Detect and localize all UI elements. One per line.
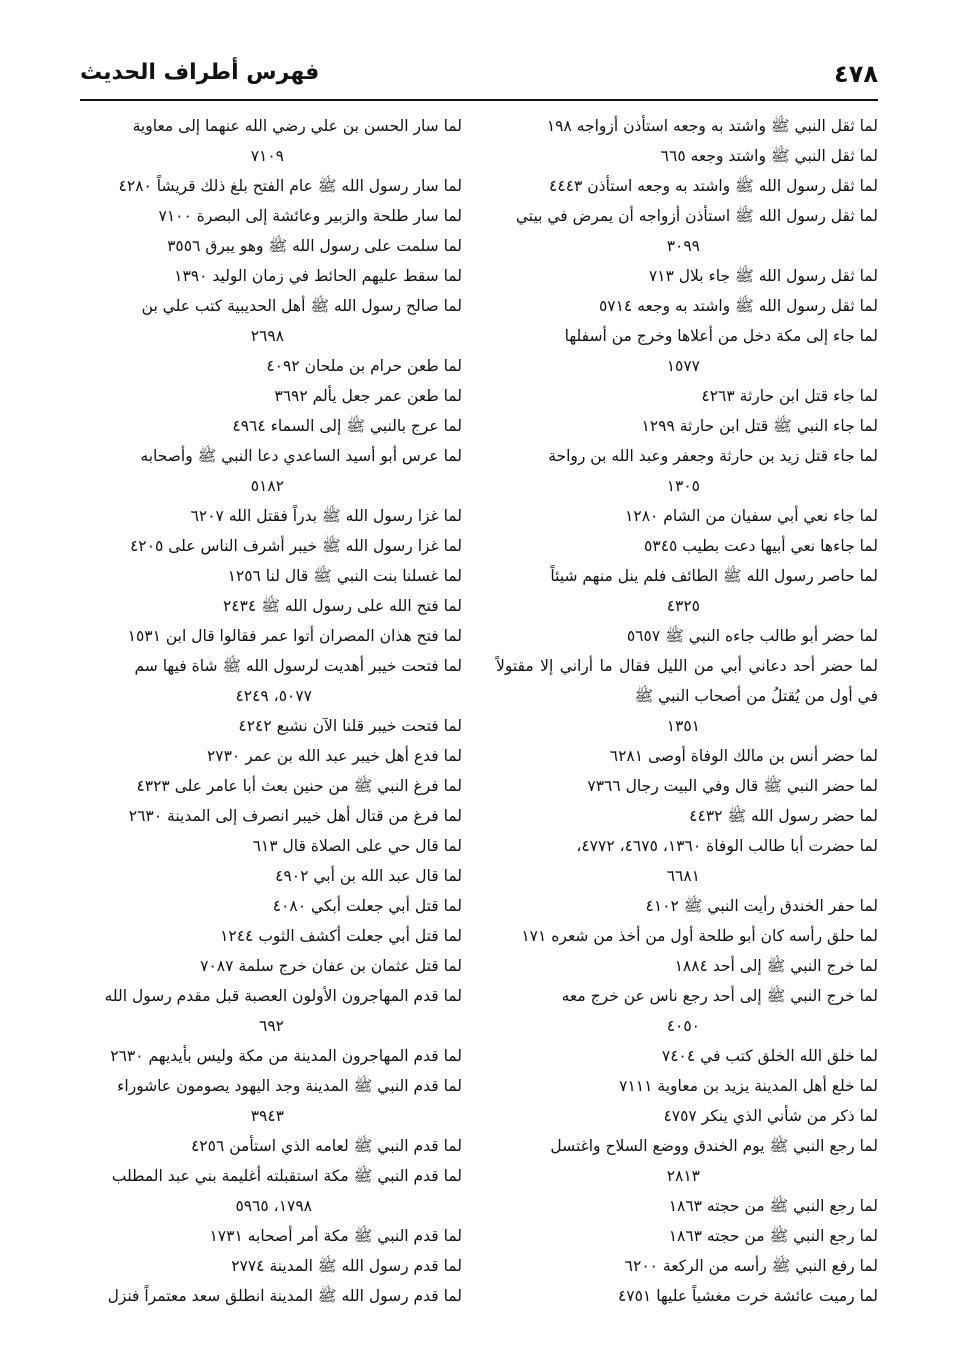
index-entry xyxy=(496,1071,878,1101)
entry-reference: ٣٩٤٣ xyxy=(250,1107,284,1125)
entry-text: لما جاء قتل ابن حارثة ٤٢٦٣ xyxy=(701,387,878,405)
entry-text: لما قدم المهاجرون الأولون العصبة قبل مقدم رسول الله xyxy=(104,987,462,1005)
entry-text: لما صالح رسول الله ﷺ أهل الحديبية كتب علي بن xyxy=(141,297,462,315)
index-entry xyxy=(496,171,878,201)
index-entry xyxy=(80,1221,462,1251)
entry-text: لما حضر أحد دعاني أبي من الليل فقال ما أراني إلا مقتولاً في أول من يُقتلُ من أصحاب النبي ﷺ xyxy=(496,657,878,705)
index-entry xyxy=(496,201,878,261)
entry-reference: ٥١٨٢ xyxy=(250,477,284,495)
index-column-right xyxy=(496,111,878,1311)
entry-text: لما غزا رسول الله ﷺ خيبر أشرف الناس على ٤٢٠٥ xyxy=(129,537,462,555)
entry-text: لما قدم المهاجرون المدينة من مكة وليس بأيديهم ٢٦٣٠ xyxy=(110,1047,462,1065)
entry-text: لما فتحت خيبر أهديت لرسول الله ﷺ شاة فيها سم xyxy=(134,657,462,675)
entry-text: لما عرج بالنبي ﷺ إلى السماء ٤٩٦٤ xyxy=(232,417,462,435)
index-entry xyxy=(496,141,878,171)
entry-text: لما سقط عليهم الحائط في زمان الوليد ١٣٩٠ xyxy=(174,267,462,285)
entry-text: لما قدم النبي ﷺ لعامه الذي استأمن ٤٢٥٦ xyxy=(190,1137,462,1155)
index-entry xyxy=(80,381,462,411)
entry-text: لما خلق الله الخلق كتب في ٧٤٠٤ xyxy=(661,1047,878,1065)
index-entry xyxy=(80,921,462,951)
entry-text: لما رجع النبي ﷺ من حجته ١٨٦٣ xyxy=(668,1197,878,1215)
entry-reference: ٤٣٢٥ xyxy=(666,597,700,615)
entry-text: لما حضر أبو طالب جاءه النبي ﷺ ٥٦٥٧ xyxy=(626,627,878,645)
index-entry xyxy=(496,741,878,771)
entry-reference: ٦٦٨١ xyxy=(666,867,700,885)
index-entry xyxy=(80,201,462,231)
entry-reference: ١٣٥١ xyxy=(666,717,700,735)
index-entry xyxy=(80,171,462,201)
entry-text: لما سار الحسن بن علي رضي الله عنهما إلى معاوية xyxy=(132,117,462,135)
entry-reference: ١٥٧٧ xyxy=(666,357,700,375)
index-entry xyxy=(496,321,878,381)
index-entry xyxy=(496,771,878,801)
index-entry xyxy=(496,651,878,741)
entry-reference: ٣٠٩٩ xyxy=(666,237,700,255)
entry-text: لما غسلنا بنت النبي ﷺ قال لنا ١٢٥٦ xyxy=(227,567,462,585)
index-entry xyxy=(80,771,462,801)
entry-reference: ٢٦٩٨ xyxy=(250,327,284,345)
entry-text: لما جاء قتل زيد بن حارثة وجعفر وعبد الله بن رواحة xyxy=(548,447,878,465)
index-entry xyxy=(80,861,462,891)
index-entry xyxy=(496,291,878,321)
index-entry xyxy=(496,501,878,531)
entry-text: لما سلمت على رسول الله ﷺ وهو يبرق ٣٥٥٦ xyxy=(167,237,462,255)
index-entry xyxy=(496,411,878,441)
index-entry xyxy=(496,621,878,651)
index-entry xyxy=(80,651,462,711)
entry-text: لما خرج النبي ﷺ إلى أحد ١٨٨٤ xyxy=(674,957,878,975)
index-entry xyxy=(80,411,462,441)
entry-text: لما رفع النبي ﷺ رأسه من الركعة ٦٢٠٠ xyxy=(624,1257,878,1275)
index-entry xyxy=(80,531,462,561)
page-number: ٤٧٨ xyxy=(834,60,878,88)
entry-reference: ١٧٩٨، ٥٩٦٥ xyxy=(235,1197,312,1215)
index-entry xyxy=(80,501,462,531)
index-entry xyxy=(80,231,462,261)
entry-text: لما خرج النبي ﷺ إلى أحد رجع ناس عن خرج معه xyxy=(561,987,878,1005)
entry-text: لما قدم رسول الله ﷺ المدينة انطلق سعد معتمراً فنزل xyxy=(107,1287,462,1305)
index-entry xyxy=(496,561,878,621)
entry-text: لما ثقل رسول الله ﷺ استأذن أزواجه أن يمرض في بيتي xyxy=(515,207,878,225)
entry-text: لما جاءها نعي أبيها دعت بطيب ٥٣٤٥ xyxy=(644,537,878,555)
entry-text: لما حضر أنس بن مالك الوفاة أوصى ٦٢٨١ xyxy=(609,747,878,765)
index-entry xyxy=(496,441,878,501)
entry-text: لما قدم النبي ﷺ المدينة وجد اليهود يصومون عاشوراء xyxy=(117,1077,462,1095)
entry-text: لما فتح هذان المصران أتوا عمر فقالوا قال ابن ١٥٣١ xyxy=(127,627,462,645)
index-entry xyxy=(496,921,878,951)
entry-text: لما خلع أهل المدينة يزيد بن معاوية ٧١١١ xyxy=(619,1077,878,1095)
entry-reference: ٤٠٥٠ xyxy=(666,1017,700,1035)
entry-text: لما طعن عمر جعل يألم ٣٦٩٢ xyxy=(274,387,462,405)
index-entry xyxy=(496,981,878,1041)
index-entry xyxy=(80,351,462,381)
entry-text: لما قدم النبي ﷺ مكة استقبلته أغليمة بني عبد المطلب xyxy=(111,1167,462,1185)
page-header xyxy=(80,54,878,94)
index-entry xyxy=(496,1221,878,1251)
index-entry xyxy=(80,261,462,291)
index-entry xyxy=(496,1041,878,1071)
index-entry xyxy=(80,741,462,771)
index-entry xyxy=(496,1251,878,1281)
index-entry xyxy=(496,1131,878,1191)
index-entry xyxy=(80,111,462,171)
entry-text: لما ثقل النبي ﷺ واشتد به وجعه استأذن أزواجه ١٩٨ xyxy=(546,117,878,135)
entry-text: لما قتل أبي جعلت أكشف الثوب ١٢٤٤ xyxy=(220,927,462,945)
entry-text: لما ذكر من شأني الذي ينكر ٤٧٥٧ xyxy=(663,1107,878,1125)
entry-text: لما حضر النبي ﷺ قال وفي البيت رجال ٧٣٦٦ xyxy=(587,777,878,795)
index-entry xyxy=(80,621,462,651)
entry-text: لما فتح الله على رسول الله ﷺ ٢٤٣٤ xyxy=(222,597,462,615)
index-entry xyxy=(80,1161,462,1221)
entry-reference: ٢٨١٣ xyxy=(666,1167,700,1185)
index-entry xyxy=(80,1041,462,1071)
index-entry xyxy=(496,831,878,891)
entry-text: لما جاء إلى مكة دخل من أعلاها وخرج من أسفلها xyxy=(564,327,878,345)
entry-text: لما قال عبد الله بن أبي ٤٩٠٢ xyxy=(275,867,462,885)
index-entry xyxy=(80,1251,462,1281)
entry-text: لما جاء النبي ﷺ قتل ابن حارثة ١٢٩٩ xyxy=(641,417,878,435)
entry-text: لما حفر الخندق رأيت النبي ﷺ ٤١٠٢ xyxy=(645,897,878,915)
index-entry xyxy=(496,891,878,921)
entry-text: لما جاء نعي أبي سفيان من الشام ١٢٨٠ xyxy=(625,507,878,525)
entry-text: لما حاصر رسول الله ﷺ الطائف فلم ينل منهم شيئاً xyxy=(550,567,878,585)
entry-text: لما حضر رسول الله ﷺ ٤٤٣٢ xyxy=(689,807,878,825)
index-entry xyxy=(80,711,462,741)
entry-text: لما قال حي على الصلاة قال ٦١٣ xyxy=(252,837,462,855)
entry-text: لما قدم النبي ﷺ مكة أمر أصحابه ١٧٣١ xyxy=(209,1227,462,1245)
index-entry xyxy=(80,591,462,621)
entry-text: لما قتل أبي جعلت أبكي ٤٠٨٠ xyxy=(272,897,462,915)
index-entry xyxy=(80,291,462,351)
entry-text: لما رجع النبي ﷺ يوم الخندق ووضع السلاح واغتسل xyxy=(550,1137,878,1155)
running-title: فهرس أطراف الحديث xyxy=(80,60,320,85)
index-entry xyxy=(80,1131,462,1161)
index-entry xyxy=(496,531,878,561)
index-entry xyxy=(496,951,878,981)
entry-text: لما حضرت أبا طالب الوفاة ١٣٦٠، ٤٦٧٥، ٤٧٧٢، xyxy=(576,837,878,855)
index-entry xyxy=(80,561,462,591)
index-entry xyxy=(80,801,462,831)
index-entry xyxy=(80,1281,462,1311)
index-entry xyxy=(80,981,462,1041)
index-entry xyxy=(496,1191,878,1221)
entry-text: لما سار طلحة والزبير وعائشة إلى البصرة ٧١٠٠ xyxy=(158,207,462,225)
index-entry xyxy=(80,441,462,501)
index-entry xyxy=(496,1281,878,1311)
entry-text: لما غزا رسول الله ﷺ بدراً فقتل الله ٦٢٠٧ xyxy=(190,507,462,525)
index-entry xyxy=(496,111,878,141)
entry-text: لما رميت عائشة خرت مغشياً عليها ٤٧٥١ xyxy=(617,1287,878,1305)
entry-text: لما فتحت خيبر قلنا الآن نشبع ٤٢٤٢ xyxy=(238,717,462,735)
entry-text: لما فدع أهل خيبر عبد الله بن عمر ٢٧٣٠ xyxy=(206,747,462,765)
entry-reference: ٧١٠٩ xyxy=(250,147,284,165)
entry-text: لما ثقل النبي ﷺ واشتد وجعه ٦٦٥ xyxy=(660,147,878,165)
entry-reference: ٥٠٧٧، ٤٢٤٩ xyxy=(235,687,312,705)
header-rule xyxy=(80,99,878,101)
entry-text: لما فرغ النبي ﷺ من حنين بعث أبا عامر على ٤٣٢٣ xyxy=(136,777,462,795)
entry-text: لما قتل عثمان بن عفان خرج سلمة ٧٠٨٧ xyxy=(200,957,462,975)
entry-text: لما عرس أبو أسيد الساعدي دعا النبي ﷺ وأصحابه xyxy=(140,447,462,465)
entry-text: لما ثقل رسول الله ﷺ واشتد به وجعه استأذن ٤٤٤٣ xyxy=(549,177,878,195)
entry-text: لما طعن حرام بن ملحان ٤٠٩٢ xyxy=(266,357,462,375)
index-entry xyxy=(80,831,462,861)
index-column-left xyxy=(80,111,462,1311)
entry-text: لما ثقل رسول الله ﷺ جاء بلال ٧١٣ xyxy=(648,267,878,285)
index-entry xyxy=(496,381,878,411)
entry-text: لما ثقل رسول الله ﷺ واشتد به وجعه ٥٧١٤ xyxy=(598,297,878,315)
entry-reference: ١٣٠٥ xyxy=(666,477,700,495)
index-entry xyxy=(80,891,462,921)
entry-text: لما رجع النبي ﷺ من حجته ١٨٦٣ xyxy=(668,1227,878,1245)
index-entry xyxy=(80,1071,462,1131)
entry-text: لما قدم رسول الله ﷺ المدينة ٢٧٧٤ xyxy=(231,1257,462,1275)
index-entry xyxy=(496,1101,878,1131)
index-entry xyxy=(496,801,878,831)
index-entry xyxy=(496,261,878,291)
entry-text: لما فرغ من قتال أهل خيبر انصرف إلى المدينة ٢٦٣٠ xyxy=(128,807,462,825)
entry-text: لما سار رسول الله ﷺ عام الفتح بلغ ذلك قريشاً ٤٢٨٠ xyxy=(118,177,462,195)
index-entry xyxy=(80,951,462,981)
entry-reference: ٦٩٢ xyxy=(259,1017,284,1035)
entry-text: لما حلق رأسه كان أبو طلحة أول من أخذ من شعره ١٧١ xyxy=(521,927,878,945)
